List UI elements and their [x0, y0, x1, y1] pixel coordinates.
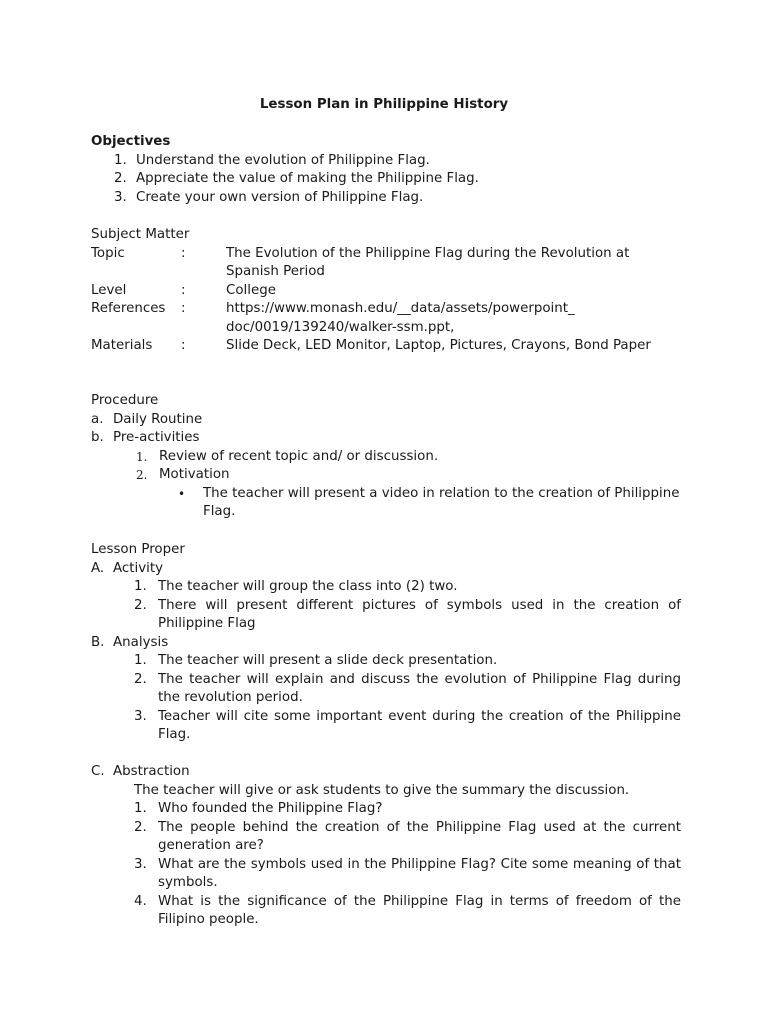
list-item	[91, 170, 681, 189]
lesson-proper-heading: Lesson Proper	[91, 542, 185, 557]
procedure-heading: Procedure	[91, 393, 159, 408]
item-text: Analysis	[113, 634, 169, 650]
procedure-section	[91, 392, 681, 522]
item-number: 1.	[136, 449, 148, 464]
item-number: 1.	[134, 801, 147, 816]
document-title: Lesson Plan in Philippine History	[259, 97, 509, 112]
item-text: Activity	[113, 560, 164, 576]
item-text: The teacher will present a video in relation to the creation of Philippine Flag.	[203, 485, 680, 519]
item-text: The teacher will present a slide deck presentation.	[158, 653, 498, 668]
objectives-heading: Objectives	[91, 134, 171, 149]
procedure-item-b	[91, 429, 681, 448]
list-item	[91, 708, 681, 745]
procedure-item-a	[91, 411, 681, 430]
row-key: References	[91, 301, 166, 316]
item-number: 2.	[134, 671, 147, 687]
item-text: Review of recent topic and/ or discussion.	[159, 448, 439, 464]
list-item	[91, 466, 681, 485]
bullet-item	[91, 485, 681, 522]
list-item	[91, 800, 681, 819]
row-key: Topic	[91, 245, 125, 261]
row-colon: :	[181, 301, 186, 316]
item-letter: a.	[91, 411, 104, 427]
row-value: Slide Deck, LED Monitor, Laptop, Pictures, Crayons, Bond Paper	[226, 338, 651, 353]
list-item	[91, 152, 681, 171]
item-letter: A.	[91, 560, 105, 576]
list-item	[91, 189, 681, 208]
item-letter: B.	[91, 634, 105, 650]
item-number: 1.	[134, 579, 147, 594]
row-colon: :	[181, 245, 186, 261]
item-text: The people behind the creation of the Philippine Flag used at the current generation are?	[158, 819, 681, 853]
subject-row-materials	[91, 337, 681, 356]
item-number: 2.	[114, 171, 127, 186]
item-text: Daily Routine	[113, 411, 203, 427]
list-item	[91, 448, 681, 467]
item-letter: C.	[91, 764, 105, 779]
subject-row-topic	[91, 245, 681, 282]
item-number: 1.	[114, 152, 127, 168]
item-text: Motivation	[159, 467, 230, 482]
item-text: The teacher will explain and discuss the evolution of Philippine Flag during the revolution period.	[158, 671, 681, 705]
activity-heading	[91, 560, 681, 579]
abstraction-heading	[91, 763, 681, 782]
item-number: 3.	[114, 189, 127, 205]
item-number: 3.	[134, 708, 147, 724]
item-text: There will present different pictures of symbols used in the creation of Philippine Flag	[158, 597, 681, 631]
row-key: Level	[91, 282, 127, 298]
list-item	[91, 893, 681, 930]
item-text: Abstraction	[113, 764, 190, 779]
row-value: College	[226, 282, 276, 298]
item-text: Understand the evolution of Philippine Flag.	[136, 152, 430, 168]
list-item	[91, 578, 681, 597]
subject-matter-section	[91, 226, 681, 356]
list-item	[91, 671, 681, 708]
row-value: The Evolution of the Philippine Flag during the Revolution at Spanish Period	[226, 245, 630, 279]
list-item	[91, 652, 681, 671]
list-item	[91, 856, 681, 893]
list-item	[91, 597, 681, 634]
item-text: Who founded the Philippine Flag?	[158, 801, 383, 816]
row-colon: :	[181, 338, 186, 353]
item-text: Teacher will cite some important event during the creation of the Philippine Flag.	[158, 708, 681, 742]
item-number: 2.	[134, 819, 147, 835]
row-colon: :	[181, 282, 186, 298]
subject-matter-heading: Subject Matter	[91, 227, 190, 242]
list-item	[91, 819, 681, 856]
item-text: What is the significance of the Philippine Flag in terms of freedom of the Filipino people.	[158, 893, 681, 927]
item-number: 2.	[134, 597, 147, 613]
item-text: Create your own version of Philippine Flag.	[136, 189, 424, 205]
item-text: The teacher will group the class into (2) two.	[158, 579, 458, 594]
item-text: What are the symbols used in the Philippine Flag? Cite some meaning of that symbols.	[158, 856, 681, 890]
item-text: Pre-activities	[113, 430, 200, 445]
abstraction-intro: The teacher will give or ask students to give the summary the discussion.	[134, 782, 630, 798]
item-number: 2.	[136, 468, 148, 482]
item-number: 1.	[134, 653, 147, 668]
objectives-section	[91, 133, 681, 207]
bullet-icon: •	[178, 486, 186, 501]
lesson-proper-section	[91, 541, 681, 930]
subject-row-level	[91, 282, 681, 301]
item-letter: b.	[91, 430, 104, 445]
analysis-heading	[91, 634, 681, 653]
subject-row-references	[91, 300, 681, 337]
item-number: 3.	[134, 856, 147, 872]
row-value: https://www.monash.edu/__data/assets/powerpoint_ doc/0019/139240/walker-ssm.ppt,	[226, 301, 575, 335]
item-number: 4.	[134, 893, 147, 909]
item-text: Appreciate the value of making the Philippine Flag.	[136, 171, 479, 186]
row-key: Materials	[91, 338, 153, 353]
